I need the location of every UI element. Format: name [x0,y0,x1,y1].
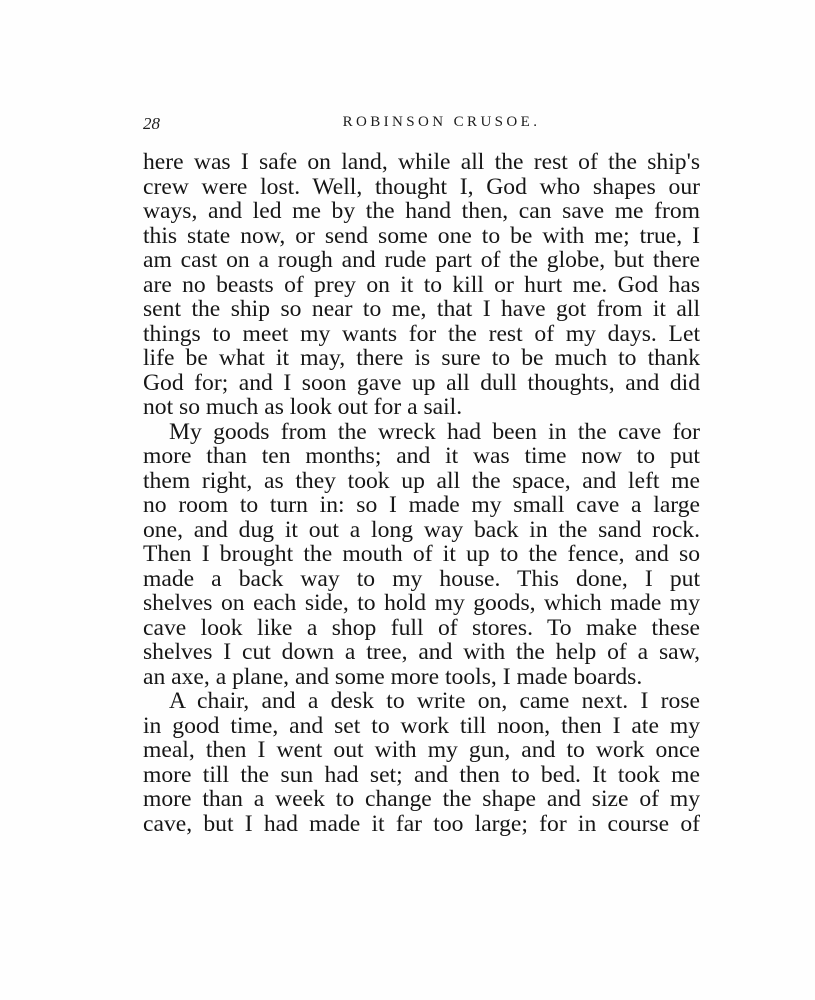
text-line: in good time, and set to work till noon, then I ate my [143,712,700,739]
text-line: sent the ship so near to me, that I have got from it all [143,296,700,322]
paragraph [143,689,700,836]
text-line: are no beasts of prey on it to kill or hurt me. God has [143,271,700,298]
text-line: cave, but I had made it far too large; for in course of [143,810,700,837]
running-title: ROBINSON CRUSOE. [342,114,541,130]
body-text [143,150,700,836]
text-line: am cast on a rough and rude part of the globe, but there [143,247,700,273]
text-line: A chair, and a desk to write on, came next. I rose [169,688,700,714]
text-line: more till the sun had set; and then to bed. It took me [143,761,700,788]
text-line: Then I brought the mouth of it up to the fence, and so [143,541,700,567]
text-line: life be what it may, there is sure to be much to thank [143,345,700,371]
text-line: no room to turn in: so I made my small cave a large [143,492,700,518]
text-line: shelves on each side, to hold my goods, which made my [143,590,700,616]
text-line: crew were lost. Well, thought I, God who shapes our [143,173,700,200]
text-line: them right, as they took up all the space, and left me [143,467,700,494]
page-number: 28 [143,114,160,133]
text-line: meal, then I went out with my gun, and to work once [143,737,700,763]
text-line: not so much as look out for a sail. [143,394,463,420]
text-line: shelves I cut down a tree, and with the help of a saw, [143,639,700,665]
text-line: God for; and I soon gave up all dull thoughts, and did [143,369,700,396]
text-line: this state now, or send some one to be with me; true, I [143,222,700,249]
text-line: more than ten months; and it was time now to put [143,443,700,469]
text-line: one, and dug it out a long way back in the sand rock. [143,516,700,543]
text-line: things to meet my wants for the rest of my days. Let [143,320,700,347]
text-line: My goods from the wreck had been in the cave for [169,418,700,445]
text-line: here was I safe on land, while all the rest of the ship's [143,149,700,175]
page-header [143,114,700,136]
paragraph [143,420,700,690]
text-line: made a back way to my house. This done, I put [143,565,700,592]
text-line: cave look like a shop full of stores. To make these [143,614,700,641]
text-line: more than a week to change the shape and size of my [143,786,700,812]
text-line: an axe, a plane, and some more tools, I made boards. [143,663,643,690]
text-line: ways, and led me by the hand then, can save me from [143,198,700,224]
paragraph [143,150,700,420]
